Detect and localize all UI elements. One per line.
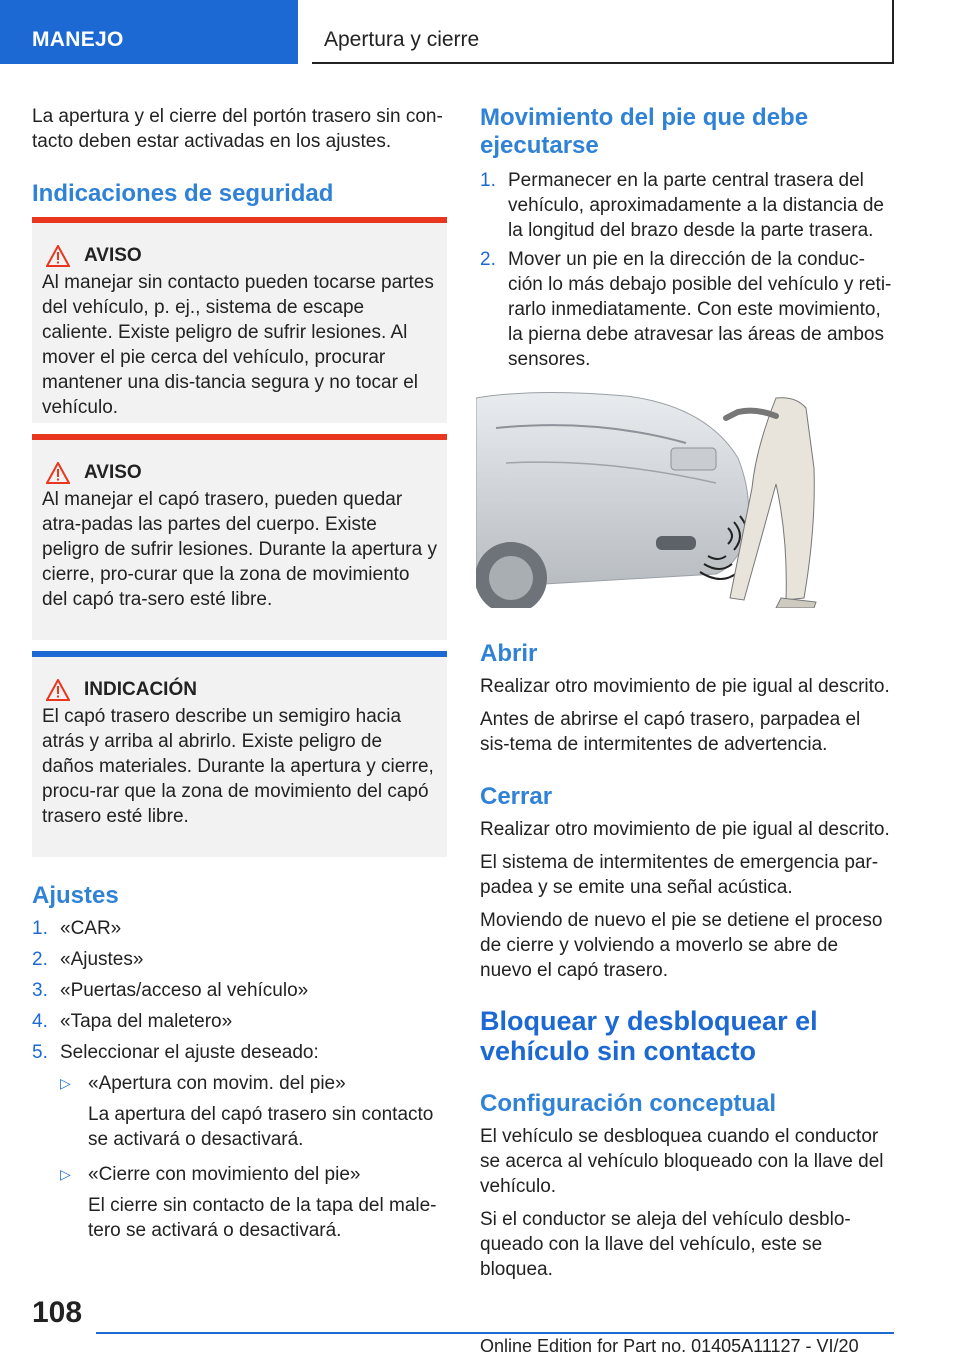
lock-heading: Bloquear y desbloquear el vehículo sin contacto <box>480 1006 818 1066</box>
settings-step <box>32 1040 444 1065</box>
warning-title: AVISO <box>84 245 142 266</box>
step-text: Permanecer en la parte central trasera del vehículo, aproximadamente a la distancia de la longitud del brazo desde la parte trasera. <box>508 170 885 241</box>
warning-box-2 <box>32 434 447 640</box>
header-section-tab <box>0 0 298 64</box>
step-text: Mover un pie en la dirección de la conduc-ción lo más debajo posible del vehículo y reti-rarlo inmediatamente. Con este movimiento, la pierna debe atravesar las áreas de ambos sensores. <box>508 249 892 370</box>
suboption-label: «Apertura con movim. del pie» <box>88 1073 346 1094</box>
movement-step <box>480 168 894 243</box>
notice-title: INDICACIÓN <box>84 679 197 700</box>
open-paragraph-1: Realizar otro movimiento de pie igual al descrito. <box>480 676 890 697</box>
close-block <box>480 783 894 983</box>
warning-title-row <box>42 460 437 485</box>
open-paragraph-2: Antes de abrirse el capó trasero, parpadea el sis-tema de intermitentes de advertencia. <box>480 709 861 755</box>
safety-heading: Indicaciones de seguridad <box>32 180 334 207</box>
notice-text: El capó trasero describe un semigiro hacia atrás y arriba al abrirlo. Existe peligro de daños materiales. Durante la apertura y cierre, procu-rar que la zona de movimiento del capó trasero esté libre. <box>42 706 434 827</box>
foot-gesture-illustration <box>476 388 831 608</box>
warning-title: AVISO <box>84 462 142 483</box>
settings-step <box>32 978 444 1003</box>
warning-title-row <box>42 243 437 268</box>
settings-block <box>32 882 444 1243</box>
suboption-list <box>60 1071 444 1243</box>
step-number: 1. <box>480 170 496 191</box>
settings-heading: Ajustes <box>32 882 119 909</box>
close-paragraph-3: Moviendo de nuevo el pie se detiene el proceso de cierre y volviendo a moverlo se abre de nuevo el capó trasero. <box>480 910 883 981</box>
header-section-label: MANEJO <box>32 28 124 51</box>
close-paragraph-2: El sistema de intermitentes de emergencia par-padea y se emite una señal acústica. <box>480 852 879 898</box>
step-number: 2. <box>480 249 496 270</box>
intro-paragraph: La apertura y el cierre del portón trasero sin con-tacto deben estar activadas en los ajustes. <box>32 106 443 152</box>
lock-block <box>480 1006 894 1282</box>
settings-steps-list <box>32 916 444 1065</box>
step-text: «Puertas/acceso al vehículo» <box>60 980 309 1001</box>
concept-paragraph-1: El vehículo se desbloquea cuando el conductor se acerca al vehículo bloqueado con la llave del vehículo. <box>480 1126 884 1197</box>
settings-step <box>32 947 444 972</box>
step-number: 5. <box>32 1042 48 1063</box>
step-text: Seleccionar el ajuste deseado: <box>60 1042 319 1063</box>
settings-step <box>32 916 444 941</box>
close-paragraph-1: Realizar otro movimiento de pie igual al descrito. <box>480 819 890 840</box>
step-text: «Tapa del maletero» <box>60 1011 233 1032</box>
movement-steps-list <box>480 168 894 372</box>
step-number: 4. <box>32 1011 48 1032</box>
concept-paragraph-2: Si el conductor se aleja del vehículo desblo-queado con la llave del vehículo, este se bloquea. <box>480 1209 851 1280</box>
page-number: 108 <box>32 1296 83 1329</box>
suboption-label: «Cierre con movimiento del pie» <box>88 1164 361 1185</box>
triangle-bullet-icon: ▷ <box>60 1075 71 1091</box>
footer-rule <box>96 1332 894 1334</box>
header-title: Apertura y cierre <box>324 28 480 51</box>
header-title-box <box>312 0 894 64</box>
open-heading: Abrir <box>480 640 538 667</box>
warning-triangle-icon <box>46 679 70 701</box>
settings-step <box>32 1009 444 1034</box>
warning-triangle-icon <box>46 245 70 267</box>
step-text: «CAR» <box>60 918 122 939</box>
suboption-desc: El cierre sin contacto de la tapa del male-tero se activará o desactivará. <box>88 1195 437 1241</box>
step-number: 1. <box>32 918 48 939</box>
close-heading: Cerrar <box>480 783 553 810</box>
movement-step <box>480 247 894 372</box>
warning-triangle-icon <box>46 462 70 484</box>
warning-text: Al manejar sin contacto pueden tocarse partes del vehículo, p. ej., sistema de escape caliente. Existe peligro de sufrir lesiones. Al mover el pie cerca del vehículo, procurar mantener una dis-tancia segura y no tocar el vehículo. <box>42 272 434 418</box>
step-number: 3. <box>32 980 48 1001</box>
triangle-bullet-icon: ▷ <box>60 1166 71 1182</box>
notice-box <box>32 651 447 857</box>
step-number: 2. <box>32 949 48 970</box>
suboption-item <box>60 1071 444 1152</box>
suboption-item <box>60 1162 444 1243</box>
footer-edition: Online Edition for Part no. 01405A11127 - VI/20 <box>480 1336 859 1356</box>
movement-block <box>480 104 894 372</box>
suboption-desc: La apertura del capó trasero sin contacto se activará o desactivará. <box>88 1104 434 1150</box>
open-block <box>480 640 894 757</box>
notice-title-row <box>42 677 437 702</box>
safety-heading-block <box>32 180 444 208</box>
intro-block <box>32 104 444 154</box>
movement-heading: Movimiento del pie que debe ejecutarse <box>480 104 809 159</box>
warning-text: Al manejar el capó trasero, pueden quedar atra-padas las partes del cuerpo. Existe peligro de sufrir lesiones. Durante la apertura y cierre, pro-curar que la zona de movimiento del capó tra-sero esté libre. <box>42 489 437 610</box>
concept-heading: Configuración conceptual <box>480 1090 777 1117</box>
step-text: «Ajustes» <box>60 949 144 970</box>
warning-box-1 <box>32 217 447 423</box>
